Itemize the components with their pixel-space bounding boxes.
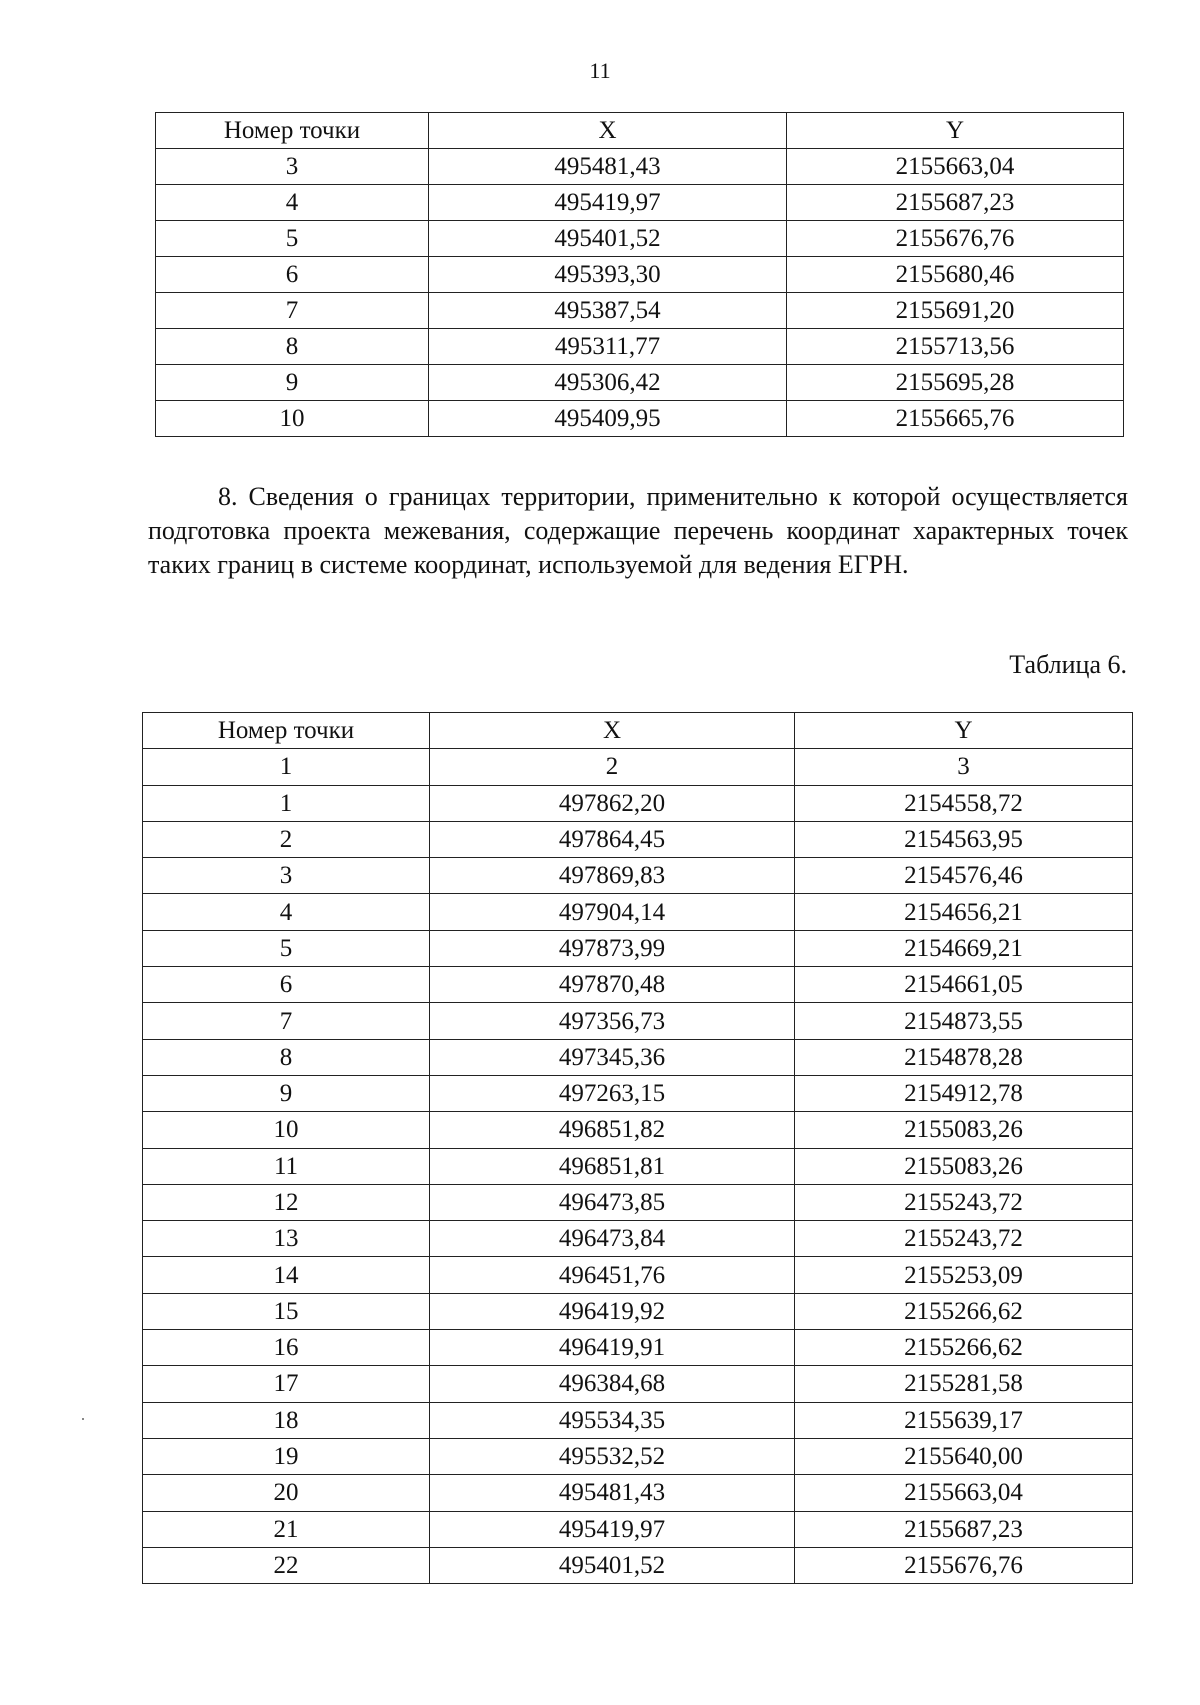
cell-x: 495401,52 <box>430 1547 795 1583</box>
cell-x: 497869,83 <box>430 858 795 894</box>
cell-y: 2155663,04 <box>787 149 1124 185</box>
cell-x: 495387,54 <box>429 293 787 329</box>
table-header-row <box>143 713 1133 749</box>
cell-point-number: 3 <box>143 858 430 894</box>
cell-y: 2155253,09 <box>795 1257 1133 1293</box>
cell-point-number: 7 <box>143 1003 430 1039</box>
column-number-1: 1 <box>143 749 430 785</box>
cell-point-number: 15 <box>143 1293 430 1329</box>
table-row <box>143 1257 1133 1293</box>
cell-x: 495534,35 <box>430 1402 795 1438</box>
table-row <box>143 1003 1133 1039</box>
cell-x: 497870,48 <box>430 967 795 1003</box>
table-row <box>143 1475 1133 1511</box>
cell-x: 497345,36 <box>430 1039 795 1075</box>
cell-x: 495481,43 <box>430 1475 795 1511</box>
cell-point-number: 16 <box>143 1330 430 1366</box>
table-row <box>156 185 1124 221</box>
cell-y: 2155243,72 <box>795 1221 1133 1257</box>
cell-x: 496473,85 <box>430 1184 795 1220</box>
cell-point-number: 20 <box>143 1475 430 1511</box>
cell-y: 2155266,62 <box>795 1330 1133 1366</box>
table-row <box>156 329 1124 365</box>
table-row <box>143 1438 1133 1474</box>
cell-point-number: 12 <box>143 1184 430 1220</box>
table-row <box>143 1366 1133 1402</box>
cell-point-number: 6 <box>143 967 430 1003</box>
table-row <box>156 365 1124 401</box>
cell-point-number: 22 <box>143 1547 430 1583</box>
column-number-3: 3 <box>795 749 1133 785</box>
cell-y: 2155687,23 <box>795 1511 1133 1547</box>
cell-y: 2155243,72 <box>795 1184 1133 1220</box>
cell-point-number: 6 <box>156 257 429 293</box>
cell-x: 495419,97 <box>429 185 787 221</box>
table-row <box>156 293 1124 329</box>
table-header-row <box>156 113 1124 149</box>
header-x: X <box>430 713 795 749</box>
table-row <box>143 1039 1133 1075</box>
cell-x: 495306,42 <box>429 365 787 401</box>
table-row <box>143 1511 1133 1547</box>
cell-y: 2154912,78 <box>795 1075 1133 1111</box>
page-number: 11 <box>589 58 611 83</box>
cell-point-number: 9 <box>143 1075 430 1111</box>
cell-y: 2154873,55 <box>795 1003 1133 1039</box>
cell-point-number: 9 <box>156 365 429 401</box>
cell-point-number: 19 <box>143 1438 430 1474</box>
table-row <box>143 930 1133 966</box>
column-number-2: 2 <box>430 749 795 785</box>
cell-y: 2155266,62 <box>795 1293 1133 1329</box>
table-row <box>143 785 1133 821</box>
cell-y: 2155687,23 <box>787 185 1124 221</box>
cell-y: 2155676,76 <box>795 1547 1133 1583</box>
table-row <box>143 1547 1133 1583</box>
header-x: X <box>429 113 787 149</box>
cell-point-number: 8 <box>156 329 429 365</box>
cell-x: 495532,52 <box>430 1438 795 1474</box>
cell-x: 496451,76 <box>430 1257 795 1293</box>
cell-x: 496473,84 <box>430 1221 795 1257</box>
cell-x: 496419,92 <box>430 1293 795 1329</box>
cell-x: 497864,45 <box>430 821 795 857</box>
table-row <box>143 1184 1133 1220</box>
table-row <box>156 257 1124 293</box>
cell-x: 495401,52 <box>429 221 787 257</box>
cell-x: 497263,15 <box>430 1075 795 1111</box>
cell-point-number: 10 <box>156 401 429 437</box>
header-y: Y <box>787 113 1124 149</box>
cell-point-number: 5 <box>156 221 429 257</box>
cell-point-number: 21 <box>143 1511 430 1547</box>
cell-y: 2154563,95 <box>795 821 1133 857</box>
cell-x: 496419,91 <box>430 1330 795 1366</box>
cell-y: 2155680,46 <box>787 257 1124 293</box>
cell-y: 2154661,05 <box>795 967 1133 1003</box>
table-row <box>143 1221 1133 1257</box>
table-caption: Таблица 6. <box>1009 650 1127 679</box>
table-row <box>143 1293 1133 1329</box>
header-point-number: Номер точки <box>143 713 430 749</box>
table-row <box>143 1330 1133 1366</box>
table-row <box>143 821 1133 857</box>
table-row <box>156 401 1124 437</box>
cell-point-number: 17 <box>143 1366 430 1402</box>
cell-y: 2154878,28 <box>795 1039 1133 1075</box>
cell-point-number: 4 <box>156 185 429 221</box>
cell-x: 495311,77 <box>429 329 787 365</box>
cell-x: 497873,99 <box>430 930 795 966</box>
cell-point-number: 1 <box>143 785 430 821</box>
cell-y: 2154576,46 <box>795 858 1133 894</box>
cell-x: 495481,43 <box>429 149 787 185</box>
cell-point-number: 10 <box>143 1112 430 1148</box>
header-point-number: Номер точки <box>156 113 429 149</box>
cell-x: 496851,81 <box>430 1148 795 1184</box>
table-row <box>143 1148 1133 1184</box>
cell-y: 2155695,28 <box>787 365 1124 401</box>
cell-x: 495393,30 <box>429 257 787 293</box>
cell-y: 2155665,76 <box>787 401 1124 437</box>
column-number-row <box>143 749 1133 785</box>
cell-y: 2155640,00 <box>795 1438 1133 1474</box>
table-row <box>156 221 1124 257</box>
cell-x: 497356,73 <box>430 1003 795 1039</box>
table-row <box>143 1075 1133 1111</box>
margin-mark <box>82 1418 84 1420</box>
cell-x: 495419,97 <box>430 1511 795 1547</box>
cell-y: 2155663,04 <box>795 1475 1133 1511</box>
coordinates-table-6 <box>142 712 1133 1584</box>
header-y: Y <box>795 713 1133 749</box>
cell-point-number: 2 <box>143 821 430 857</box>
section-8-paragraph: 8. Сведения о границах территории, применительно к которой осуществляется подготовка проекта межевания, содержащие перечень координат характерных точек таких границ в системе координат, используемой для ведения ЕГРН. <box>148 482 1128 579</box>
table-row <box>143 858 1133 894</box>
cell-x: 496851,82 <box>430 1112 795 1148</box>
cell-y: 2155676,76 <box>787 221 1124 257</box>
cell-y: 2155083,26 <box>795 1148 1133 1184</box>
cell-point-number: 7 <box>156 293 429 329</box>
cell-point-number: 3 <box>156 149 429 185</box>
cell-point-number: 8 <box>143 1039 430 1075</box>
cell-y: 2155713,56 <box>787 329 1124 365</box>
cell-y: 2155639,17 <box>795 1402 1133 1438</box>
cell-y: 2155083,26 <box>795 1112 1133 1148</box>
cell-y: 2154558,72 <box>795 785 1133 821</box>
cell-point-number: 4 <box>143 894 430 930</box>
cell-x: 497904,14 <box>430 894 795 930</box>
cell-y: 2155691,20 <box>787 293 1124 329</box>
coordinates-table-continued <box>155 112 1124 437</box>
table-row <box>143 1112 1133 1148</box>
cell-point-number: 18 <box>143 1402 430 1438</box>
table-row <box>156 149 1124 185</box>
table-row <box>143 967 1133 1003</box>
cell-y: 2154669,21 <box>795 930 1133 966</box>
cell-x: 497862,20 <box>430 785 795 821</box>
cell-x: 495409,95 <box>429 401 787 437</box>
cell-point-number: 14 <box>143 1257 430 1293</box>
cell-point-number: 5 <box>143 930 430 966</box>
table-row <box>143 1402 1133 1438</box>
cell-point-number: 11 <box>143 1148 430 1184</box>
cell-point-number: 13 <box>143 1221 430 1257</box>
cell-y: 2155281,58 <box>795 1366 1133 1402</box>
table-row <box>143 894 1133 930</box>
cell-y: 2154656,21 <box>795 894 1133 930</box>
cell-x: 496384,68 <box>430 1366 795 1402</box>
